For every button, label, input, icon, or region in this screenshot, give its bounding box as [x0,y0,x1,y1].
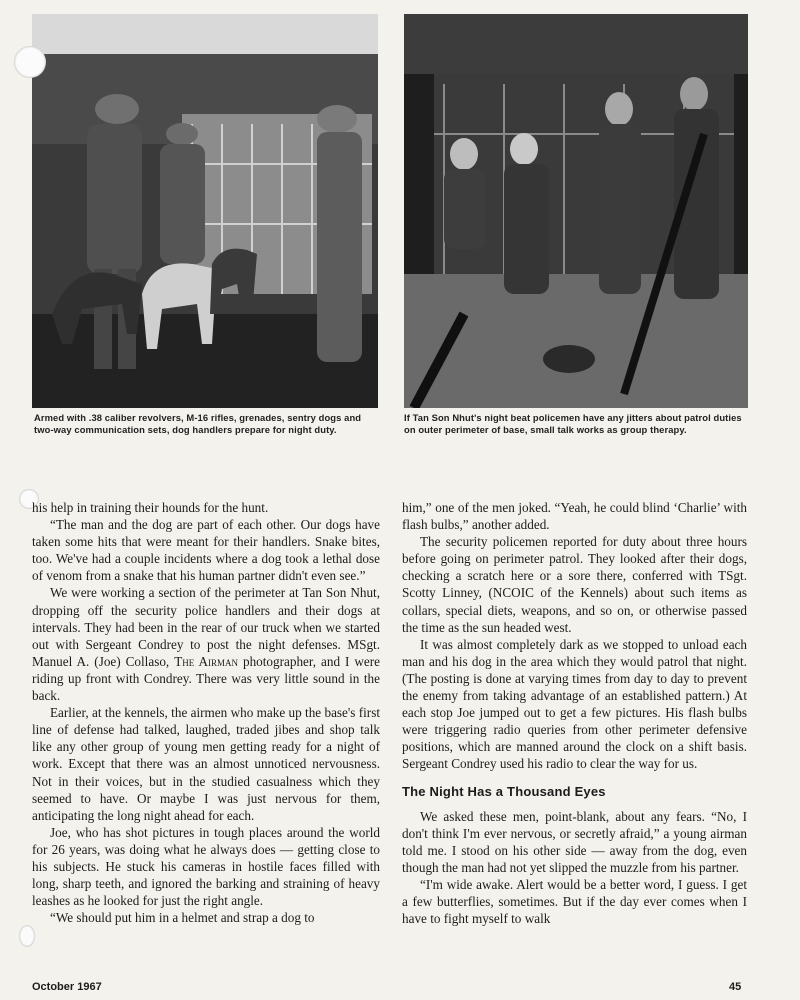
paragraph: his help in training their hounds for the hunt. [32,500,269,515]
binder-hole-top [14,46,46,78]
article-column-right [402,499,747,927]
photo-dog-handlers [32,14,378,408]
caption-left: Armed with .38 caliber revolvers, M-16 rifles, grenades, sentry dogs and two-way communication sets, dog handlers prepare for night duty. [34,412,362,435]
page-number: 45 [729,981,742,993]
caption-right: If Tan Son Nhut's night beat policemen have any jitters about patrol duties on outer perimeter of base, small talk works as group therapy. [404,412,742,435]
paragraph: “We should put him in a helmet and strap a dog to [50,910,315,926]
photo-dog-handlers-image [32,14,378,408]
paragraph: him,” one of the men joked. “Yeah, he could blind ‘Charlie’ with flash bulbs,” another added. [402,500,747,533]
footer-date: October 1967 [32,981,102,993]
photo-policemen-waiting-image [404,14,748,408]
paragraph: Joe, who has shot pictures in tough places around the world for 26 years, was doing what he always does — getting close to his subjects. He stuck his cameras in hostile faces filled with long, sharp teeth, and ignored the barking and straining of heavy leashes as he looked for just the right angle. [32,824,380,909]
photo-policemen-waiting [404,14,748,408]
paragraph: We asked these men, point-blank, about any fears. “No, I don't think I'm ever nervous, or secretly afraid,” a young airman told me. I stood on his other side — away from the dog, even though the man had not yet slipped the muzzle from his partner. [402,808,747,875]
paragraph: It was almost completely dark as we stopped to unload each man and his dog in the area which they would patrol that night. (The posting is done at varying times from day to day to prevent the enemy from taking advantage of an established pattern.) At each stop Joe jumped out to get a few pictures. His flash bulbs were triggering radio queries from other perimeter defensive positions, which are manned around the clock on a shift basis. Sergeant Condrey used his radio to clear the way for us. [402,636,747,772]
paragraph: Earlier, at the kennels, the airmen who make up the base's first line of defense had talked, laughed, traded jibes and shop talk like any other group of young men getting ready for a night of work. Except that there was an almost unnoticed nervousness. Not in their voices, but in the studied casualness which they seemed to have. Or maybe I was just nervous for them, anticipating the long night ahead for each. [32,705,380,823]
paragraph: “The man and the dog are part of each other. Our dogs have taken some hits that were meant for their handlers. Snake bites, too. We've had a couple incidents where a dog took a lethal dose of venom from a snake that his human partner didn't even see.” [32,517,380,584]
paragraph-text: We were working a section of the perimeter at Tan Son Nhut, dropping off the security police handlers and their dogs at intervals. They had been in the rear of our truck when we started out with Sergeant Condrey to post the night defenses. MSgt. Manuel A. (Joe) Collaso, [32,585,380,669]
magazine-name: The Airman [174,653,238,669]
paragraph: The security policemen reported for duty about three hours before going on perimeter patrol. They looked after their dogs, checking a scratch here or a sore there, conferred with TSgt. Scotty Linney, (NCOIC of the Kennels) about such items as collars, special diets, weapons, and so on, or otherwise passed the time as the sun headed west. [402,534,747,635]
section-subheading: The Night Has a Thousand Eyes [402,783,606,799]
paragraph [32,584,380,704]
binder-hole-bottom [19,925,35,947]
paragraph-text: photographer, and I were riding up front with Condrey. There was very little sound in the back. [32,653,380,704]
paragraph: “I'm wide awake. Alert would be a better word, I guess. I get a few butterflies, sometimes. But if the day ever comes when I have to fight myself to walk [402,876,747,927]
article-column-left [32,499,380,926]
